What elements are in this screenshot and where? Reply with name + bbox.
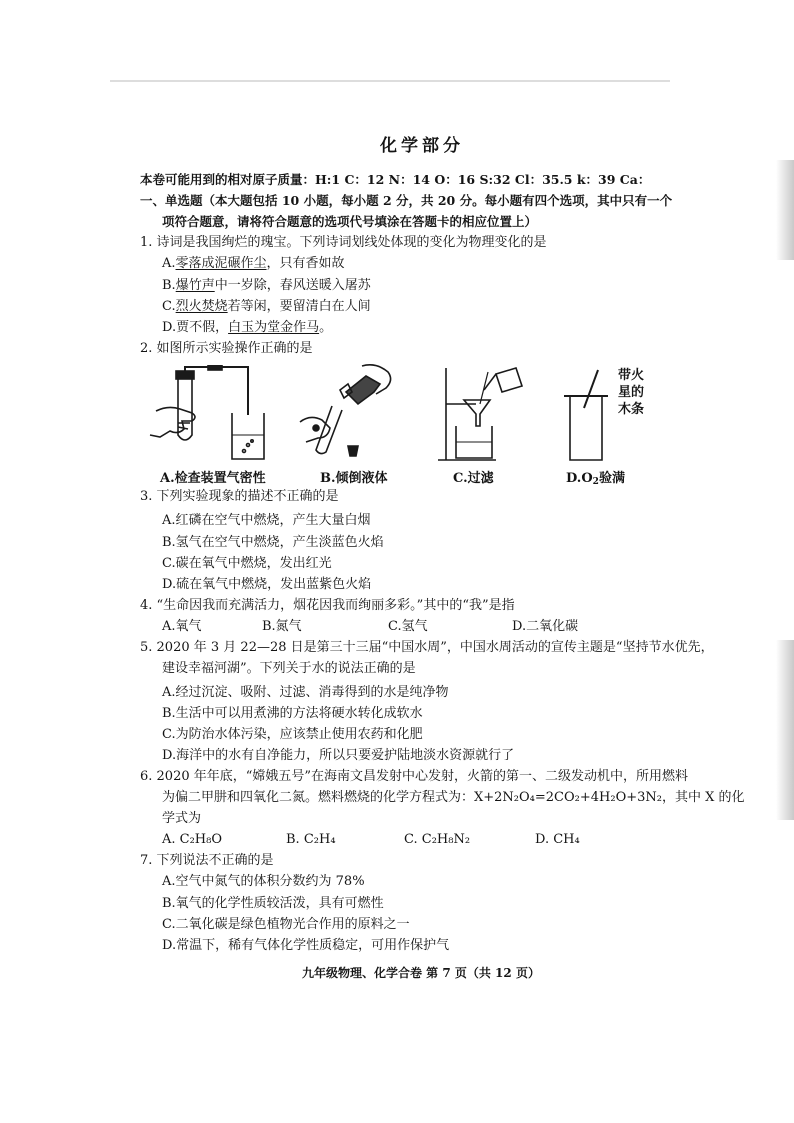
q2-stem: 2. 如图所示实验操作正确的是 (140, 341, 313, 356)
q6-option-c: C. C₂H₈N₂ (404, 832, 471, 847)
figure-d-caption-sub: 2 (592, 477, 599, 487)
figure-b-pouring-liquid (296, 362, 406, 462)
q1-d-suffix: 。 (319, 320, 333, 335)
figure-c-filtration (436, 364, 536, 464)
section-heading-line1: 一、单选题（本大题包括 10 小题，每小题 2 分，共 20 分。每小题有四个选项，其中只有一个 (140, 193, 673, 208)
q3-option-c: C.碳在氧气中燃烧，发出红光 (162, 556, 332, 571)
q4-option-c: C.氢气 (388, 619, 428, 634)
figure-d-oxygen-test (562, 368, 612, 464)
q5-option-c: C.为防治水体污染，应该禁止使用农药和化肥 (162, 727, 423, 742)
figure-a-airtightness-check (148, 365, 268, 465)
q5-option-b: B.生活中可以用煮沸的方法将硬水转化成软水 (162, 706, 423, 721)
scan-shadow-right (776, 160, 794, 260)
scan-shadow-right-2 (776, 640, 794, 820)
q1-b-suffix: 中一岁除，春风送暖入屠苏 (214, 278, 371, 293)
q1-stem: 1. 诗词是我国绚烂的瑰宝。下列诗词划线处体现的变化为物理变化的是 (140, 235, 547, 250)
q5-option-a: A.经过沉淀、吸附、过滤、消毒得到的水是纯净物 (162, 685, 449, 700)
q3-option-d: D.硫在氧气中燃烧，发出蓝紫色火焰 (162, 577, 372, 592)
q1-c-prefix: C. (162, 299, 176, 314)
q1-d-prefix: D.贾不假， (162, 320, 229, 335)
q1-c-suffix: 若等闲，要留清白在人间 (227, 299, 371, 314)
q6-stem-line2: 为偏二甲肼和四氧化二氮。燃料燃烧的化学方程式为：X+2N₂O₄=2CO₂+4H₂O+3N₂，其中 X 的化 (162, 790, 745, 805)
q5-stem-line1: 5. 2020 年 3 月 22—28 日是第三十三届“中国水周”，中国水周活动的宣传主题是“坚持节水优先， (140, 640, 714, 655)
figure-d-caption-post: 验满 (598, 471, 625, 486)
figure-d-label-line3: 木条 (618, 402, 645, 417)
figure-b-caption: B.倾倒液体 (320, 471, 388, 486)
q1-a-suffix: ，只有香如故 (266, 256, 345, 271)
q6-option-d: D. CH₄ (535, 832, 580, 847)
figure-d-caption-pre: D.O (566, 471, 593, 486)
q1-c-underlined: 烈火焚烧 (175, 299, 228, 314)
q1-option-c (162, 299, 371, 315)
figure-d-caption (566, 467, 625, 486)
q5-option-d: D.海洋中的水有自净能力，所以只要爱护陆地淡水资源就行了 (162, 748, 515, 763)
q4-stem: 4. “生命因我而充满活力，烟花因我而绚丽多彩。”其中的“我”是指 (140, 598, 515, 613)
figure-d-label-line1: 带火 (618, 368, 645, 383)
q6-option-b: B. C₂H₄ (286, 832, 336, 847)
q7-option-a: A.空气中氮气的体积分数约为 78% (162, 874, 365, 889)
q6-stem-line3: 学式为 (162, 811, 202, 826)
figure-d-label-line2: 星的 (618, 385, 645, 400)
q7-option-d: D.常温下，稀有气体化学性质稳定，可用作保护气 (162, 938, 450, 953)
page-title: 化学部分 (380, 136, 464, 156)
q1-b-underlined: 爆竹声 (175, 278, 215, 293)
q1-a-prefix: A. (162, 256, 176, 271)
q4-option-b: B.氮气 (262, 619, 302, 634)
q3-option-a: A.红磷在空气中燃烧，产生大量白烟 (162, 513, 371, 528)
q1-b-prefix: B. (162, 278, 176, 293)
q1-a-underlined: 零落成泥碾作尘 (175, 256, 267, 271)
atomic-masses-line: 本卷可能用到的相对原子质量：H:1 C：12 N：14 O：16 S:32 Cl：35.5 k：39 Ca： (140, 172, 651, 187)
q7-option-b: B.氧气的化学性质较活泼，具有可燃性 (162, 896, 384, 911)
q4-option-d: D.二氧化碳 (512, 619, 579, 634)
figure-c-caption: C.过滤 (453, 471, 494, 486)
q1-d-underlined: 白玉为堂金作马 (228, 320, 320, 335)
q5-stem-line2: 建设幸福河湖”。下列关于水的说法正确的是 (162, 661, 416, 676)
scan-edge-top (110, 80, 670, 82)
q3-stem: 3. 下列实验现象的描述不正确的是 (140, 489, 339, 504)
q1-option-d (162, 320, 332, 336)
q1-option-a (162, 256, 345, 272)
q7-option-c: C.二氧化碳是绿色植物光合作用的原料之一 (162, 917, 410, 932)
page-footer: 九年级物理、化学合卷 第 7 页（共 12 页） (302, 966, 540, 980)
q1-option-b (162, 278, 371, 294)
q6-stem-line1: 6. 2020 年年底，“嫦娥五号”在海南文昌发射中心发射，火箭的第一、二级发动机中，所用燃料 (140, 769, 689, 784)
q4-option-a: A.氧气 (162, 619, 202, 634)
q7-stem: 7. 下列说法不正确的是 (140, 853, 274, 868)
q3-option-b: B.氢气在空气中燃烧，产生淡蓝色火焰 (162, 535, 384, 550)
figure-a-caption: A.检查装置气密性 (160, 471, 266, 486)
section-heading-line2: 项符合题意，请将符合题意的选项代号填涂在答题卡的相应位置上） (162, 214, 538, 229)
q6-option-a: A. C₂H₈O (162, 832, 223, 847)
